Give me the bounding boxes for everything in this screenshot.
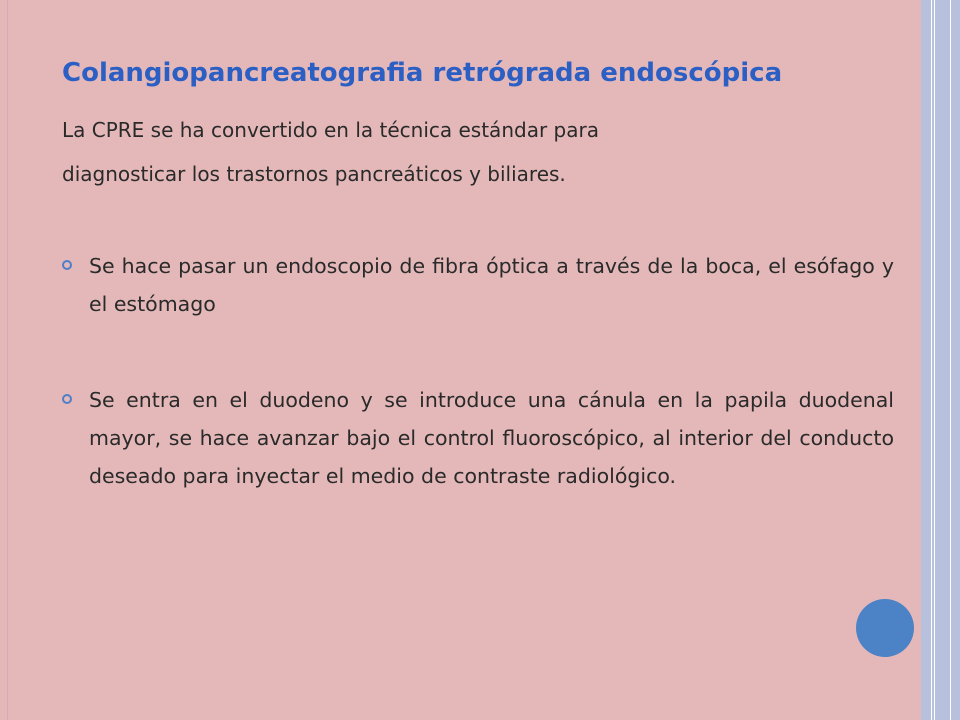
bullet-text: Se hace pasar un endoscopio de fibra óptica a través de la boca, el esófago y el estómago <box>89 254 894 316</box>
frame-stripe <box>934 0 935 720</box>
bullet-list <box>62 247 894 495</box>
bullet-item <box>62 247 894 323</box>
frame-stripe <box>931 0 932 720</box>
left-border-line <box>7 0 8 720</box>
filled-circle-icon <box>856 599 914 657</box>
slide-title: Colangiopancreatografia retrógrada endoscópica <box>62 58 783 88</box>
hollow-circle-bullet-icon <box>62 260 72 270</box>
frame-stripe <box>950 0 951 720</box>
hollow-circle-bullet-icon <box>62 394 72 404</box>
intro-line: La CPRE se ha convertido en la técnica estándar para <box>62 118 599 142</box>
bullet-text: Se entra en el duodeno y se introduce una cánula en la papila duodenal mayor, se hace avanzar bajo el control fluoroscópico, al interior del conducto deseado para inyectar el medio de contraste radiológico. <box>89 388 894 488</box>
intro-line: diagnosticar los trastornos pancreáticos y biliares. <box>62 162 566 186</box>
right-decorative-frame <box>921 0 960 720</box>
bullet-item <box>62 381 894 495</box>
intro-paragraph <box>62 108 882 196</box>
